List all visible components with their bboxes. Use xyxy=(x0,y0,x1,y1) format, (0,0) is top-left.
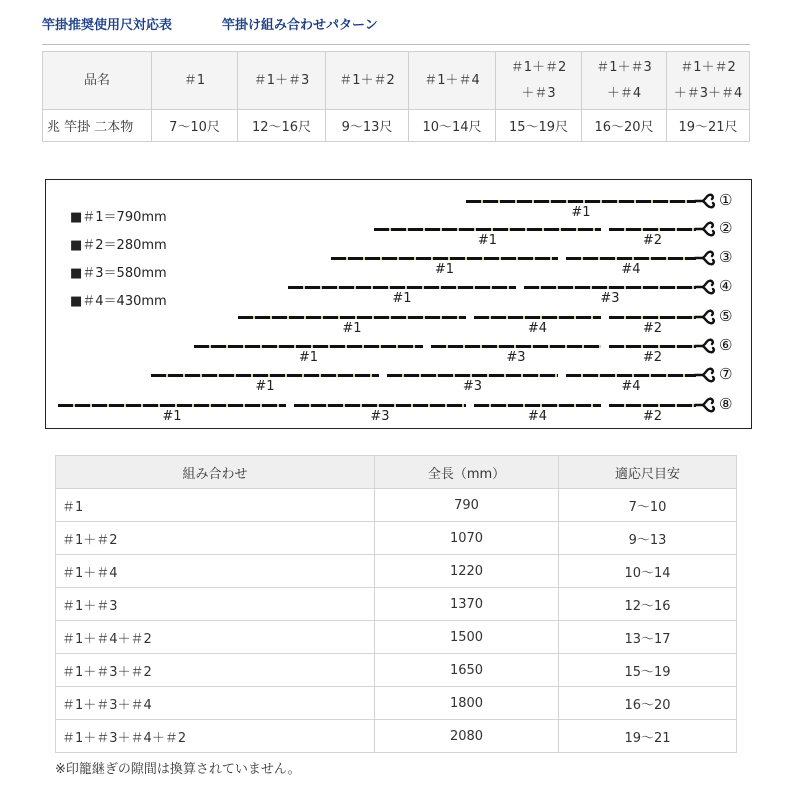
rod-segment-label: #4 xyxy=(527,409,548,424)
table-cell: 10〜14尺 xyxy=(409,110,496,142)
table-row xyxy=(56,555,737,588)
legend-item-1: ■＃1＝790mm xyxy=(70,210,167,225)
rod-segment xyxy=(524,286,696,289)
header-cell xyxy=(496,52,582,110)
rod-segment-label: #4 xyxy=(621,379,641,394)
combination-cell: ＃1＋＃3＋＃4＋＃2 xyxy=(56,720,375,753)
header-cell: ＃1 xyxy=(152,52,238,110)
fit-cell: 13〜17 xyxy=(559,621,737,654)
fit-cell: 16〜20 xyxy=(559,687,737,720)
rod-segment xyxy=(566,257,696,260)
rod-segment-label: #2 xyxy=(642,350,663,365)
table-header-row xyxy=(56,456,737,489)
fit-cell: 10〜14 xyxy=(559,555,737,588)
table-header-row xyxy=(43,52,750,110)
header-line: ＃1＋＃2 xyxy=(680,59,736,75)
rod-holder-hook-icon xyxy=(694,250,716,266)
header-cell: ＃1＋＃2 xyxy=(326,52,409,110)
rod-segment-label: #2 xyxy=(642,233,663,248)
rod-segment-label: #4 xyxy=(621,262,641,277)
rod-segment xyxy=(331,257,558,260)
rod-holder-hook-icon xyxy=(694,338,716,354)
pattern-number: ⑦ xyxy=(719,365,733,383)
rod-segment-label: #4 xyxy=(527,321,548,336)
combination-cell: ＃1＋＃2 xyxy=(56,522,375,555)
combination-pattern-heading: 竿掛け組み合わせパターン xyxy=(222,18,378,33)
combination-cell: ＃1 xyxy=(56,489,375,522)
rod-segment-label: #3 xyxy=(462,379,483,394)
combination-cell: ＃1＋＃3＋＃2 xyxy=(56,654,375,687)
table-row xyxy=(43,110,750,142)
combination-length-table xyxy=(55,455,737,753)
table-row xyxy=(56,489,737,522)
length-cell: 1370 xyxy=(375,588,559,621)
legend-item-4: ■＃4＝430mm xyxy=(70,294,167,309)
header-cell-product-name: 品名 xyxy=(43,52,152,110)
rod-segment xyxy=(58,404,286,407)
rod-segment-label: #1 xyxy=(434,262,455,277)
rod-segment-label: #1 xyxy=(392,291,412,306)
rod-segment-label: #1 xyxy=(571,205,591,220)
rod-segment-label: #1 xyxy=(255,379,275,394)
length-cell: 1220 xyxy=(375,555,559,588)
length-cell: 1070 xyxy=(375,522,559,555)
combination-cell: ＃1＋＃3 xyxy=(56,588,375,621)
size-compatibility-table xyxy=(42,51,750,142)
rod-segment xyxy=(609,345,696,348)
table-row xyxy=(56,621,737,654)
length-cell: 1650 xyxy=(375,654,559,687)
rod-segment xyxy=(431,345,601,348)
header-line: ＋＃4 xyxy=(606,85,642,101)
table-row xyxy=(56,522,737,555)
rod-holder-hook-icon xyxy=(694,397,716,413)
fit-cell: 12〜16 xyxy=(559,588,737,621)
table-row xyxy=(56,720,737,753)
combination-cell: ＃1＋＃4 xyxy=(56,555,375,588)
table-cell: 7〜10尺 xyxy=(152,110,238,142)
rod-segment xyxy=(238,316,466,319)
fit-cell: 19〜21 xyxy=(559,720,737,753)
combination-cell: ＃1＋＃4＋＃2 xyxy=(56,621,375,654)
header-cell-length: 全長（mm） xyxy=(375,456,559,489)
rod-holder-hook-icon xyxy=(694,193,716,209)
rod-segment-label: #3 xyxy=(506,350,526,365)
length-cell: 1500 xyxy=(375,621,559,654)
table-body xyxy=(56,489,737,753)
rod-segment xyxy=(474,316,601,319)
pattern-number: ④ xyxy=(719,277,733,295)
combination-cell: ＃1＋＃3＋＃4 xyxy=(56,687,375,720)
rod-segment xyxy=(466,200,696,203)
rod-holder-size-table-heading: 竿掛推奨使用尺対応表 xyxy=(42,18,173,33)
length-cell: 2080 xyxy=(375,720,559,753)
pattern-number: ① xyxy=(719,191,733,209)
rod-segment-label: #1 xyxy=(477,233,498,248)
rod-holder-hook-icon xyxy=(694,309,716,325)
header-line: ＃1＋＃3 xyxy=(596,59,652,75)
header-line: ＃1＋＃2 xyxy=(510,59,567,75)
rod-segment-label: #1 xyxy=(162,409,182,424)
pattern-number: ② xyxy=(719,219,733,237)
length-cell: 790 xyxy=(375,489,559,522)
table-cell: 19〜21尺 xyxy=(667,110,750,142)
rod-segment xyxy=(609,404,696,407)
header-cell xyxy=(582,52,667,110)
table-cell: 9〜13尺 xyxy=(326,110,409,142)
rod-segment xyxy=(374,228,601,231)
section-headings xyxy=(42,14,750,45)
fit-cell: 9〜13 xyxy=(559,522,737,555)
pattern-number: ③ xyxy=(719,248,733,266)
rod-segment xyxy=(609,228,696,231)
pattern-number: ⑤ xyxy=(719,307,733,325)
table-cell: 16〜20尺 xyxy=(582,110,667,142)
table-row xyxy=(56,654,737,687)
fit-cell: 15〜19 xyxy=(559,654,737,687)
rod-segment-label: #3 xyxy=(370,409,390,424)
table-cell: 12〜16尺 xyxy=(238,110,326,142)
rod-holder-hook-icon xyxy=(694,221,716,237)
rod-segment xyxy=(387,374,558,377)
rod-holder-hook-icon xyxy=(694,367,716,383)
table-cell: 15〜19尺 xyxy=(496,110,582,142)
combination-diagram xyxy=(45,179,752,429)
fit-cell: 7〜10 xyxy=(559,489,737,522)
table-row xyxy=(56,687,737,720)
rod-segment-label: #1 xyxy=(298,350,319,365)
table-row xyxy=(56,588,737,621)
header-cell-fit: 適応尺目安 xyxy=(559,456,737,489)
header-cell: ＃1＋＃3 xyxy=(238,52,326,110)
footnote: ※印籠継ぎの隙間は換算されていません。 xyxy=(55,762,301,777)
header-line: ＋＃3＋＃4 xyxy=(673,85,743,101)
rod-segment xyxy=(288,286,516,289)
rod-segment-label: #2 xyxy=(642,321,663,336)
rod-segment xyxy=(566,374,696,377)
length-cell: 1800 xyxy=(375,687,559,720)
rod-segment xyxy=(609,316,696,319)
legend-item-3: ■＃3＝580mm xyxy=(70,266,167,281)
rod-segment-label: #1 xyxy=(342,321,362,336)
rod-segment-label: #3 xyxy=(600,291,620,306)
rod-segment-label: #2 xyxy=(642,409,663,424)
rod-holder-hook-icon xyxy=(694,279,716,295)
rod-segment xyxy=(294,404,466,407)
header-cell-combination: 組み合わせ xyxy=(56,456,375,489)
rod-segment xyxy=(474,404,601,407)
pattern-number: ⑧ xyxy=(719,395,733,413)
rod-segment xyxy=(151,374,379,377)
header-cell xyxy=(667,52,750,110)
product-name-cell: 兆 竿掛 二本物 xyxy=(43,110,152,142)
rod-segment xyxy=(194,345,423,348)
legend-item-2: ■＃2＝280mm xyxy=(70,238,167,253)
header-cell: ＃1＋＃4 xyxy=(409,52,496,110)
header-line: ＋＃3 xyxy=(521,85,556,101)
pattern-number: ⑥ xyxy=(719,336,733,354)
